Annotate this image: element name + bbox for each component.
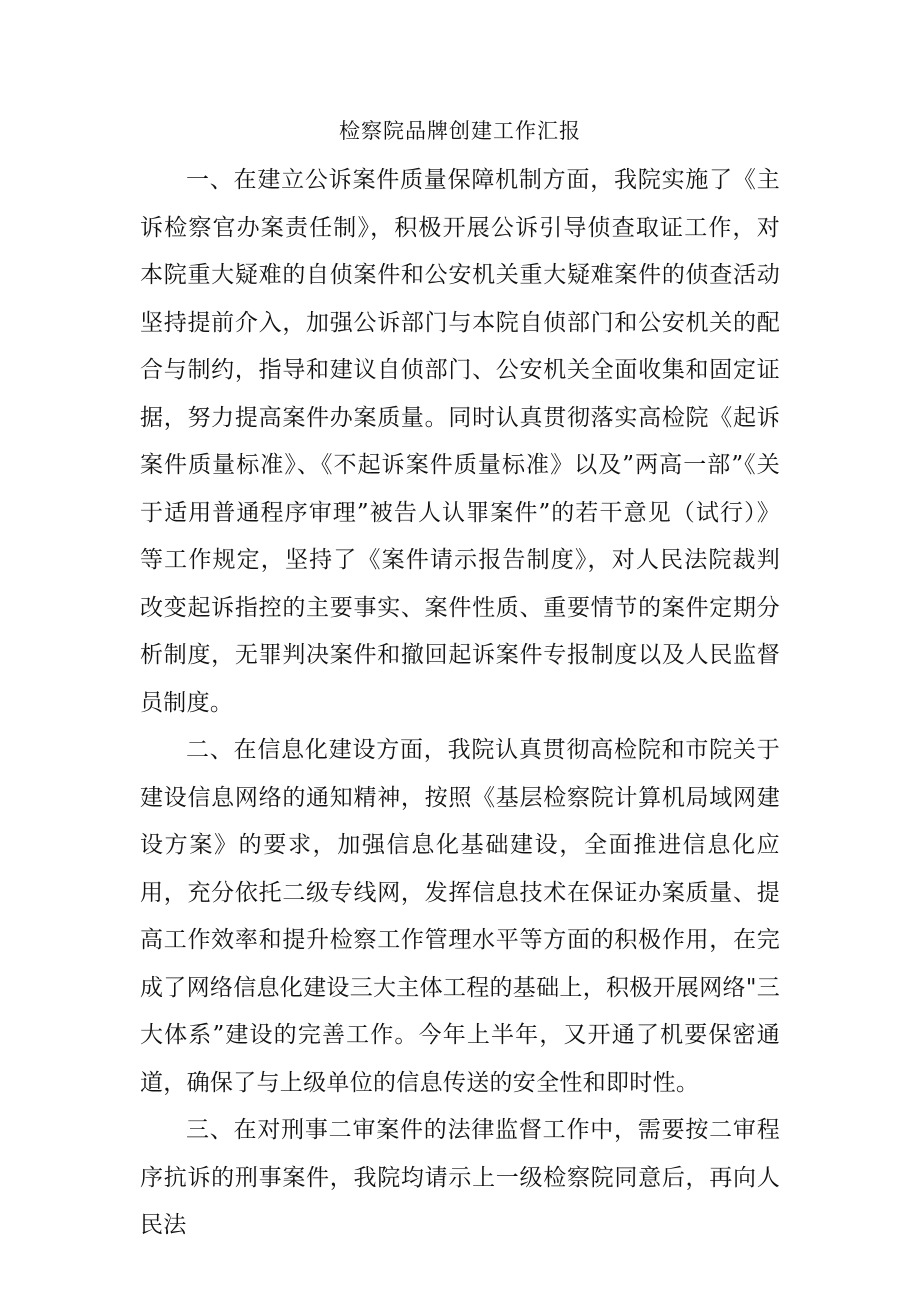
paragraph-3: 三、在对刑事二审案件的法律监督工作中，需要按二审程序抗诉的刑事案件，我院均请示上一级检察院同意后，再向人民法 xyxy=(140,1117,780,1238)
paragraph-1: 一、在建立公诉案件质量保障机制方面，我院实施了《主诉检察官办案责任制》，积极开展公诉引导侦查取证工作，对本院重大疑难的自侦案件和公安机关重大疑难案件的侦查活动坚持提前介入，加强公诉部门与本院自侦部门和公安机关的配合与制约，指导和建议自侦部门、公安机关全面收集和固定证据，努力提高案件办案质量。同时认真贯彻落实高检院《起诉案件质量标准》、《不起诉案件质量标准》以及”两高一部”《关于适用普通程序审理”被告人认罪案件”的若干意见（试行）》等工作规定，坚持了《案件请示报告制度》，对人民法院裁判改变起诉指控的主要事实、案件性质、重要情节的案件定期分析制度，无罪判决案件和撤回起诉案件专报制度以及人民监督员制度。 xyxy=(140,167,780,716)
paragraph-2: 二、在信息化建设方面，我院认真贯彻高检院和市院关于建设信息网络的通知精神，按照《基层检察院计算机局域网建设方案》的要求，加强信息化基础建设，全面推进信息化应用，充分依托二级专线网，发挥信息技术在保证办案质量、提高工作效率和提升检察工作管理水平等方面的积极作用，在完成了网络信息化建设三大主体工程的基础上，积极开展网络"三大体系”建设的完善工作。今年上半年，又开通了机要保密通道，确保了与上级单位的信息传送的安全性和即时性。 xyxy=(140,737,780,1096)
document-body xyxy=(140,157,780,1250)
document-title: 检察院品牌创建工作汇报 xyxy=(339,119,581,143)
